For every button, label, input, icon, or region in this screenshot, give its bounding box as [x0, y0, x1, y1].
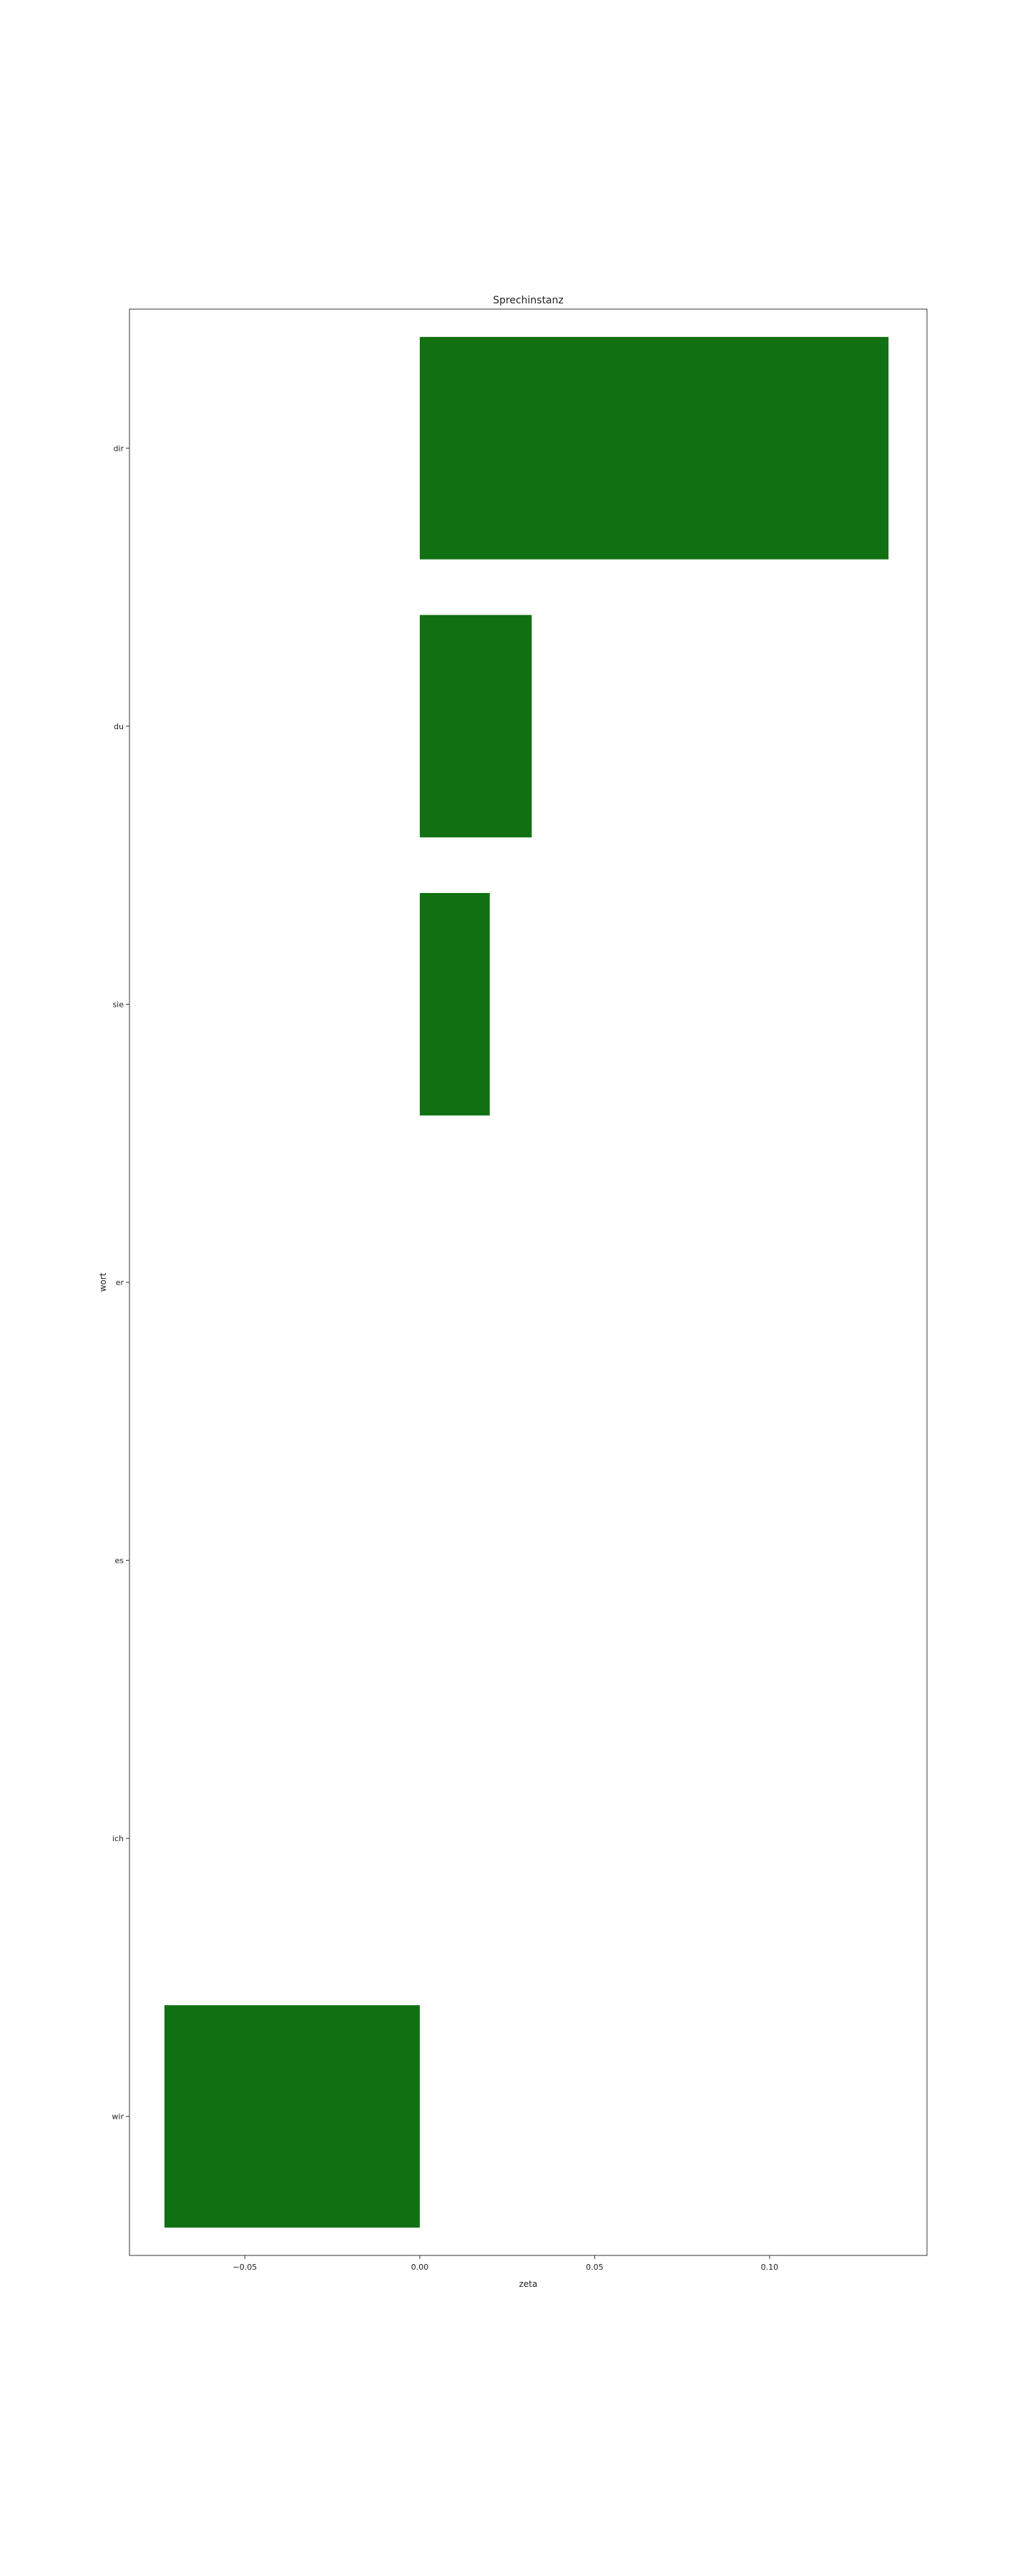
- x-tick-label: 0.00: [411, 2263, 429, 2272]
- bar-sie: [420, 893, 490, 1116]
- y-tick-label-sie: sie: [112, 1000, 124, 1010]
- bar-wir: [165, 2005, 420, 2228]
- y-tick-label-du: du: [114, 721, 124, 731]
- y-tick-label-dir: dir: [113, 444, 124, 454]
- x-tick-label: 0.10: [760, 2263, 779, 2272]
- y-tick-label-es: es: [114, 1556, 124, 1566]
- bar-dir: [420, 337, 888, 560]
- bar-du: [420, 615, 531, 837]
- x-axis-label: zeta: [519, 2279, 538, 2289]
- chart-title: Sprechinstanz: [493, 295, 564, 306]
- y-tick-label-er: er: [115, 1278, 124, 1287]
- x-tick-label: 0.05: [586, 2263, 604, 2272]
- y-tick-label-wir: wir: [112, 2112, 124, 2122]
- y-axis-label: wort: [98, 1272, 108, 1292]
- x-tick-label: −0.05: [232, 2263, 258, 2272]
- y-tick-label-ich: ich: [112, 1834, 124, 1844]
